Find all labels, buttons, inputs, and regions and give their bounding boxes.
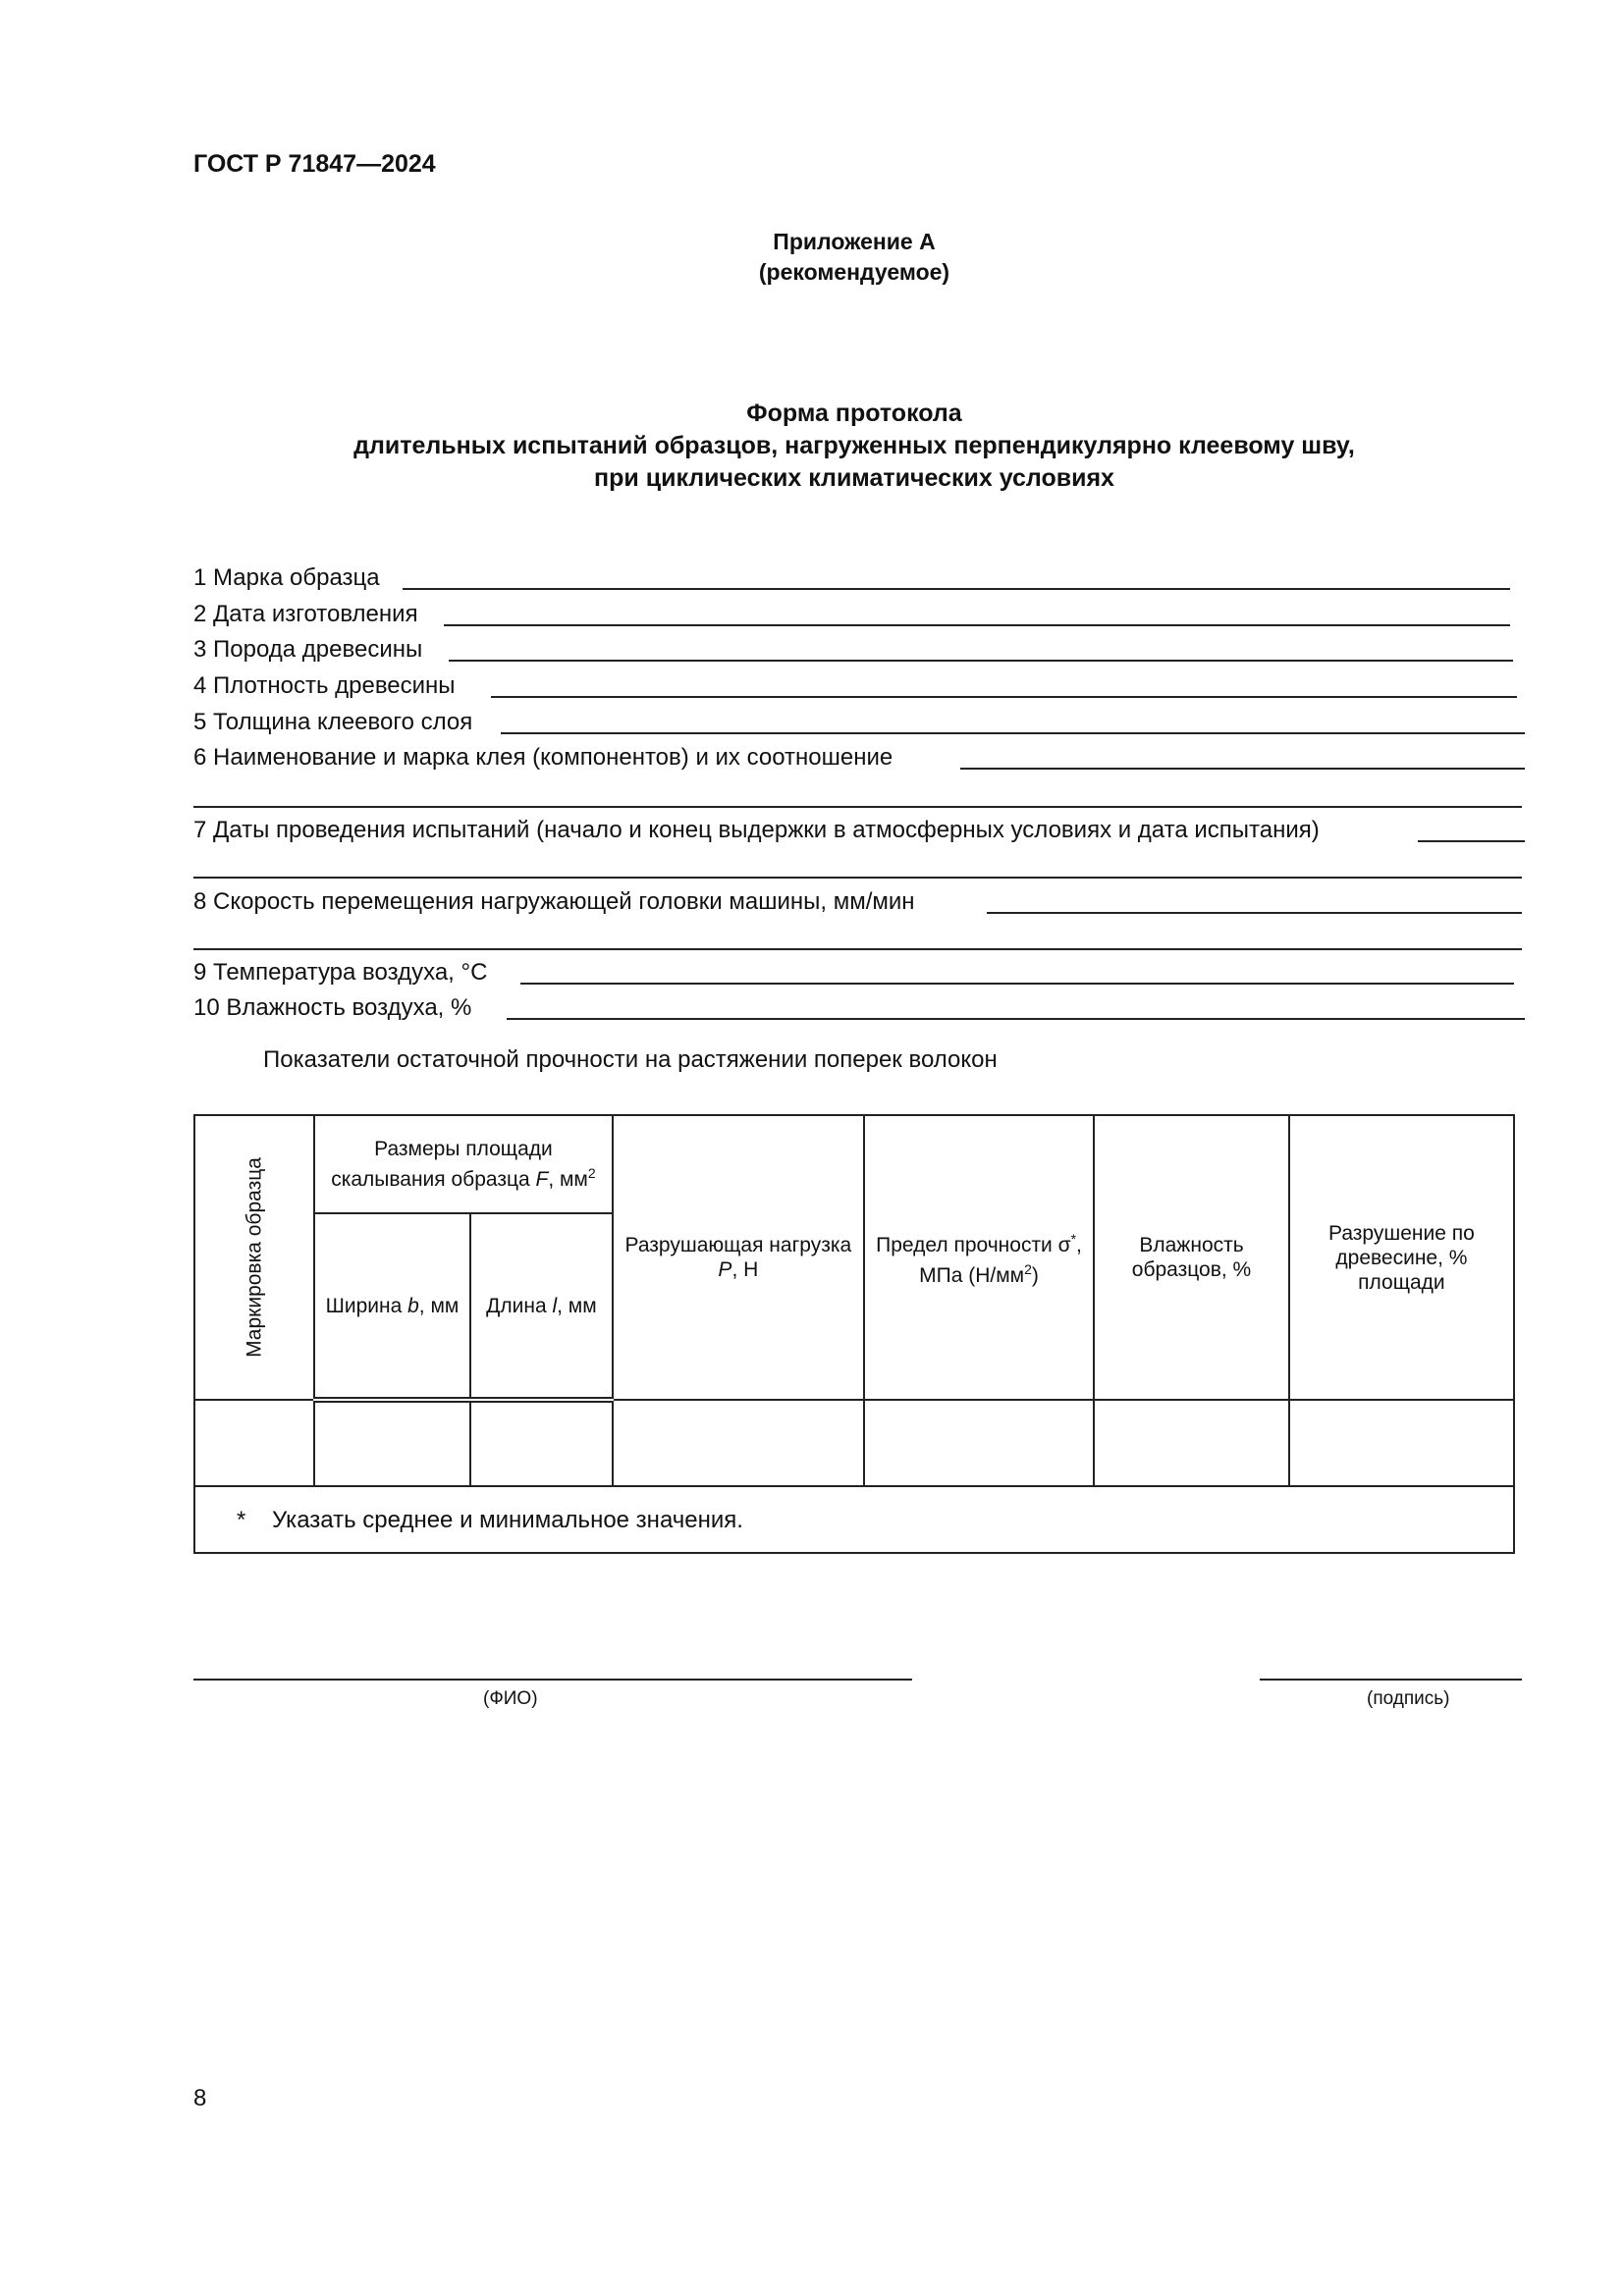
- cell-failure[interactable]: [1289, 1400, 1514, 1486]
- field-head-speed-line[interactable]: [987, 912, 1522, 914]
- field-wood-species: 3 Порода древесины: [193, 636, 423, 663]
- field-glue-name-line2[interactable]: [193, 806, 1522, 808]
- field-wood-species-line[interactable]: [449, 660, 1513, 662]
- name-label: (ФИО): [483, 1688, 538, 1709]
- field-sample-mark: 1 Марка образца: [193, 564, 380, 591]
- field-glue-name: 6 Наименование и марка клея (компонентов) и их соотношение: [193, 744, 893, 771]
- cell-load[interactable]: [613, 1400, 864, 1486]
- footnote-text: Указать среднее и минимальное значения.: [272, 1506, 743, 1533]
- field-glue-layer-line[interactable]: [501, 732, 1525, 734]
- cell-marking[interactable]: [194, 1400, 314, 1486]
- field-manufacture-date: 2 Дата изготовления: [193, 601, 418, 627]
- col-length-header: Длина l, мм: [470, 1213, 613, 1400]
- field-wood-density-line[interactable]: [491, 696, 1517, 698]
- field-glue-layer: 5 Толщина клеевого слоя: [193, 709, 473, 735]
- sign-signature-line[interactable]: [1260, 1679, 1522, 1681]
- col-marking-header: [194, 1115, 314, 1400]
- footnote-mark: *: [237, 1506, 246, 1533]
- cell-length[interactable]: [470, 1400, 613, 1486]
- form-title-line1: Форма протокола: [746, 400, 962, 427]
- field-test-dates: 7 Даты проведения испытаний (начало и конец выдержки в атмосферных условиях и дата испытания): [193, 817, 1320, 843]
- field-manufacture-date-line[interactable]: [444, 624, 1510, 626]
- table-row: [194, 1400, 1514, 1486]
- field-head-speed-line2[interactable]: [193, 948, 1522, 950]
- field-sample-mark-line[interactable]: [403, 588, 1510, 590]
- col-load-header: Разрушающая нагрузка P, Н: [613, 1115, 864, 1400]
- cell-moisture[interactable]: [1094, 1400, 1289, 1486]
- col-width-header: Ширина b, мм: [314, 1213, 470, 1400]
- name-signature-line[interactable]: [193, 1679, 912, 1681]
- col-moisture-header: Влажность образцов, %: [1094, 1115, 1289, 1400]
- table-footnote: [194, 1486, 1514, 1553]
- field-air-temperature: 9 Температура воздуха, °С: [193, 959, 488, 986]
- col-failure-header: Разрушение по древесине, % площади: [1289, 1115, 1514, 1400]
- form-title: [0, 398, 1624, 495]
- appendix-title: Приложение А: [773, 229, 936, 254]
- field-test-dates-line2[interactable]: [193, 877, 1522, 879]
- form-title-line3: при циклических климатических условиях: [594, 464, 1114, 492]
- col-strength-header: Предел прочности σ*, МПа $(Н/мм^2)$: [864, 1115, 1094, 1400]
- cell-width[interactable]: [314, 1400, 470, 1486]
- table-caption: Показатели остаточной прочности на растяжении поперек волокон: [263, 1046, 998, 1073]
- col-marking-label: Маркировка образца: [243, 1157, 266, 1358]
- appendix-heading: [0, 227, 1624, 288]
- form-title-line2: длительных испытаний образцов, нагруженных перпендикулярно клеевому шву,: [353, 432, 1355, 459]
- document-code: ГОСТ Р 71847—2024: [193, 150, 436, 178]
- page-number: 8: [193, 2085, 207, 2111]
- appendix-type: (рекомендуемое): [758, 259, 950, 285]
- field-glue-name-line[interactable]: [960, 768, 1525, 770]
- results-table: [193, 1114, 1515, 1554]
- col-area-header: Размеры площади скалывания образца F, $мм^2$: [314, 1115, 613, 1213]
- sign-label: (подпись): [1367, 1688, 1450, 1709]
- field-air-humidity: 10 Влажность воздуха, %: [193, 994, 472, 1021]
- field-head-speed: 8 Скорость перемещения нагружающей головки машины, мм/мин: [193, 888, 915, 915]
- field-air-humidity-line[interactable]: [507, 1018, 1525, 1020]
- field-air-temperature-line[interactable]: [520, 983, 1514, 985]
- field-wood-density: 4 Плотность древесины: [193, 672, 456, 699]
- field-test-dates-line[interactable]: [1418, 840, 1525, 842]
- cell-strength[interactable]: [864, 1400, 1094, 1486]
